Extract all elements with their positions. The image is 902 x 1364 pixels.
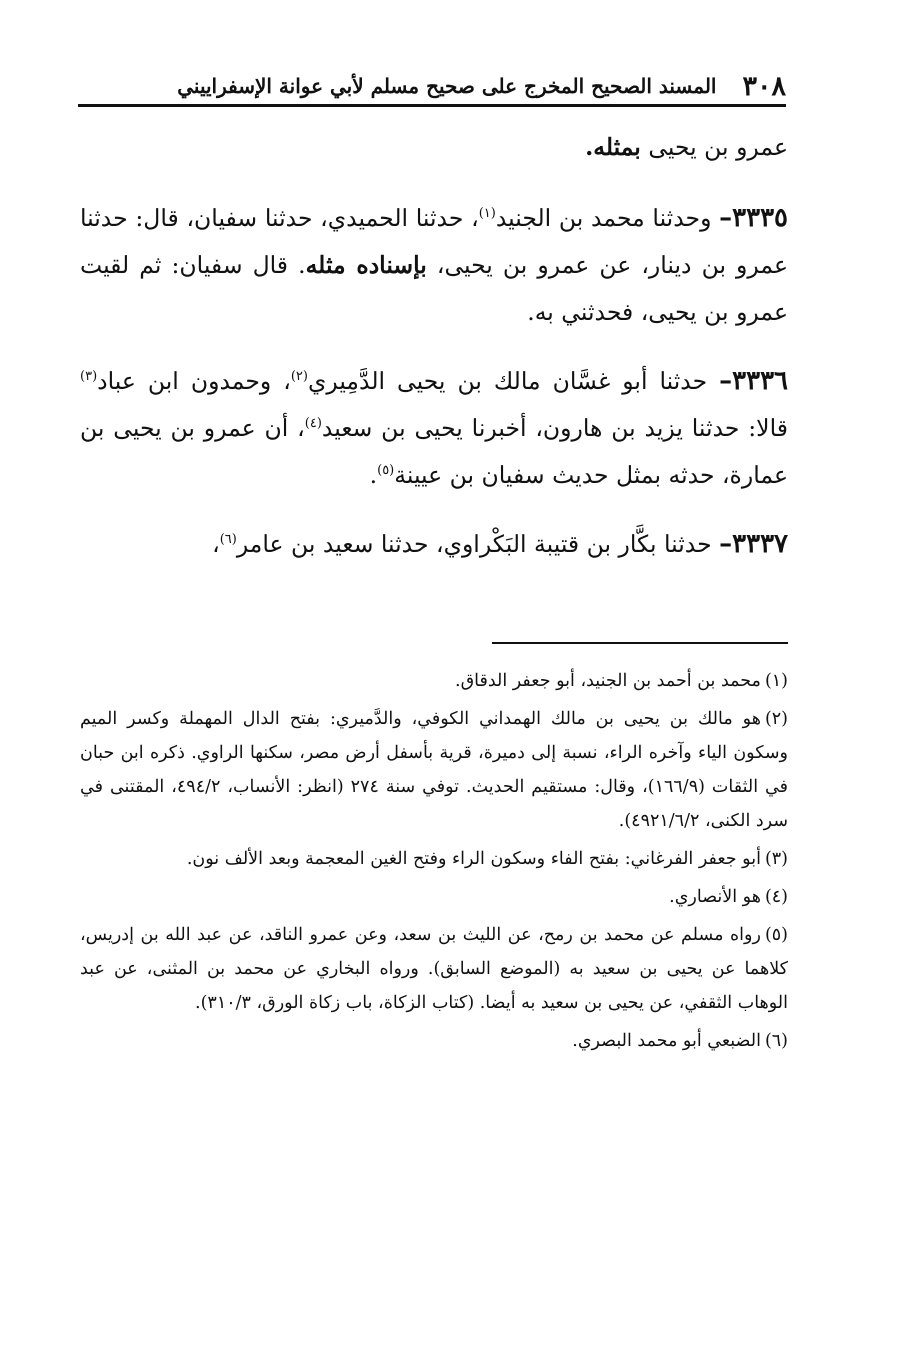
footnote-ref[interactable]: (٣) (80, 369, 98, 385)
footnote-mark: (٢) (764, 709, 788, 729)
footnote-mark: (٤) (764, 887, 788, 907)
hadith-bold-text: بإسناده مثله (305, 251, 427, 279)
page-number: ٣٠٨ (742, 70, 786, 102)
hadith-3336 (80, 358, 788, 499)
continuation-text: عمرو بن يحيى (640, 133, 788, 161)
hadith-number: ٣٣٣٦– (719, 366, 788, 396)
hadith-number: ٣٣٣٧– (719, 529, 788, 559)
footnote-text: رواه مسلم عن محمد بن رمح، عن الليث بن سعد، وعن عمرو الناقد، عن عبد الله بن إدريس، كلاهما عن يحيى بن سعيد به (الموضع السابق). ورواه البخاري عن محمد بن المثنى، عن عبد الوهاب الثقفي، عن يحيى بن سعيد به أيضا. (كتاب الزكاة، باب زكاة الورق، ٣١٠/٣). (80, 925, 788, 1013)
hadith-text: . (369, 461, 378, 489)
footnote-mark: (٦) (764, 1031, 788, 1051)
page-header (78, 68, 786, 107)
footnote-ref[interactable]: (٤) (304, 416, 322, 432)
hadith-3335 (80, 195, 788, 336)
footnote-4 (80, 880, 788, 914)
hadith-text: . قال سفيان: ثم لقيت عمرو بن يحيى، فحدثني به. (80, 251, 788, 326)
footnote-text: هو مالك بن يحيى بن مالك الهمداني الكوفي، والدَّميري: بفتح الدال المهملة وكسر الميم وسكون الياء وآخره الراء، نسبة إلى دميرة، قرية بأسفل أرض مصر، سكنها الراوي. ذكره ابن حبان في الثقات (١٦٦/٩)، وقال: مستقيم الحديث. توفي سنة ٢٧٤ (انظر: الأنساب، ٤٩٤/٢، المقتنى في سرد الكنى، ٤٩٢١/٦/٢). (80, 709, 788, 831)
footnote-5 (80, 918, 788, 1020)
footnote-6 (80, 1024, 788, 1058)
hadith-text: قالا: حدثنا يزيد بن هارون، أخبرنا يحيى بن سعيد (321, 414, 788, 442)
hadith-number: ٣٣٣٥– (719, 203, 788, 233)
hadith-text: حدثنا بكَّار بن قتيبة البَكْراوي، حدثنا سعيد بن عامر (236, 530, 720, 558)
footnote-mark: (٥) (764, 925, 788, 945)
footnote-ref[interactable]: (٢) (290, 369, 308, 385)
footnote-text: محمد بن أحمد بن الجنيد، أبو جعفر الدقاق. (455, 671, 761, 691)
hadith-text: ، (212, 530, 220, 558)
running-title: المسند الصحيح المخرج على صحيح مسلم لأبي عوانة الإسفراييني (177, 74, 717, 98)
footnote-text: هو الأنصاري. (669, 887, 761, 907)
hadith-text: ، حدثنا الحميدي، حدثنا سفيان، قال: حدثنا عمرو بن دينار، عن عمرو بن يحيى، (80, 204, 788, 279)
hadith-text: ، وحمدون ابن عباد (97, 367, 291, 395)
main-text (80, 124, 788, 590)
footnote-text: أبو جعفر الفرغاني: بفتح الفاء وسكون الراء وفتح الغين المعجمة وبعد الألف نون. (186, 849, 761, 869)
footnotes (80, 664, 788, 1062)
footnote-text: الضبعي أبو محمد البصري. (572, 1031, 761, 1051)
hadith-3337 (80, 521, 788, 568)
footnote-1 (80, 664, 788, 698)
continuation-line (80, 124, 788, 171)
footnote-2 (80, 702, 788, 838)
footnote-ref[interactable]: (١) (478, 206, 496, 222)
hadith-text: وحدثنا محمد بن الجنيد (495, 204, 720, 232)
continuation-bold: بمثله. (585, 133, 641, 161)
footnote-divider (492, 642, 788, 644)
footnote-3 (80, 842, 788, 876)
hadith-text: حدثنا أبو غسَّان مالك بن يحيى الدَّمِيري (307, 367, 720, 395)
hadith-text: ، أن عمرو بن يحيى بن عمارة، حدثه بمثل حديث سفيان بن عيينة (80, 414, 788, 489)
footnote-mark: (١) (764, 671, 788, 691)
footnote-ref[interactable]: (٦) (219, 532, 237, 548)
footnote-mark: (٣) (764, 849, 788, 869)
footnote-ref[interactable]: (٥) (377, 463, 395, 479)
